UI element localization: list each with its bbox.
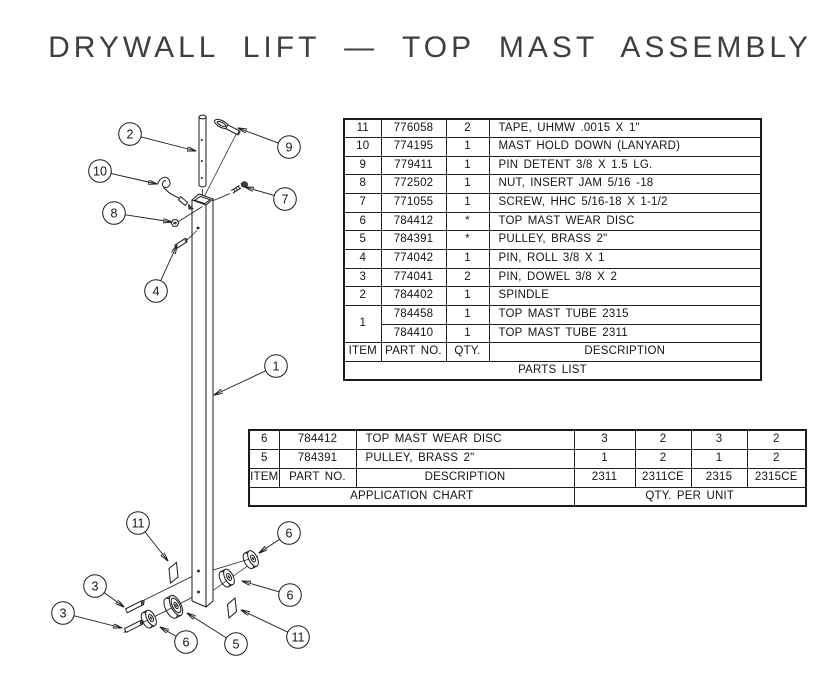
parts-list-table	[343, 118, 762, 381]
cell-part-no: 784412	[381, 212, 446, 231]
cell-item: 5	[249, 449, 279, 468]
cell-item: 5	[344, 231, 381, 250]
application-chart-table	[248, 429, 807, 507]
cell-description: TOP MAST TUBE 2315	[489, 305, 761, 324]
svg-text:8: 8	[110, 206, 118, 221]
cell-description: TAPE, UHMW .0015 X 1"	[489, 119, 761, 138]
roll-pin	[175, 231, 197, 249]
cell-description: PULLEY, BRASS 2"	[356, 449, 574, 468]
cell-qty-2315: 3	[691, 430, 747, 449]
cell-item: 11	[344, 119, 381, 138]
table-header-row	[344, 343, 761, 362]
cell-description: TOP MAST TUBE 2311	[489, 324, 761, 343]
cell-qty: *	[446, 231, 489, 250]
cell-part-no: 774042	[381, 249, 446, 268]
header-item: ITEM	[344, 343, 381, 362]
table-row	[344, 268, 761, 287]
application-chart-title: APPLICATION CHART	[249, 487, 574, 506]
cell-qty-2315: 1	[691, 449, 747, 468]
cell-item: 6	[249, 430, 279, 449]
cell-qty-2311ce: 2	[635, 449, 691, 468]
header-description: DESCRIPTION	[356, 468, 574, 487]
screw-hhc	[214, 181, 249, 201]
cell-qty: 1	[446, 305, 489, 324]
balloon-spindle	[119, 123, 142, 146]
cell-qty: *	[446, 212, 489, 231]
table-footer-row	[344, 361, 761, 380]
drawing-title: DRYWALL LIFT — TOP MAST ASSEMBLY	[48, 31, 812, 64]
spindle	[199, 115, 206, 196]
wear-disc-1	[241, 549, 261, 570]
cell-part-no: 774195	[381, 138, 446, 157]
svg-text:5: 5	[232, 637, 240, 652]
uhmw-tape-right	[228, 598, 237, 618]
table-row	[344, 119, 761, 138]
top-mast-tube	[192, 194, 213, 607]
cell-description: NUT, INSERT JAM 5/16 -18	[489, 175, 761, 194]
cell-item: 7	[344, 194, 381, 213]
cell-part-no: 784458	[381, 305, 446, 324]
table-row	[344, 175, 761, 194]
svg-text:1: 1	[272, 359, 280, 374]
pulley	[161, 593, 185, 620]
balloon-lanyard	[89, 160, 112, 183]
wear-disc-3	[139, 609, 159, 630]
cell-item: 10	[344, 138, 381, 157]
svg-text:11: 11	[131, 516, 145, 531]
cell-description: PULLEY, BRASS 2"	[489, 231, 761, 250]
header-model-2315ce: 2315CE	[747, 468, 806, 487]
balloon-screw	[274, 188, 297, 211]
cell-qty: 1	[446, 156, 489, 175]
table-row	[344, 212, 761, 231]
cell-item: 6	[344, 212, 381, 231]
balloon-pin-detent	[278, 136, 301, 159]
svg-text:6: 6	[182, 635, 190, 650]
cell-part-no: 776058	[381, 119, 446, 138]
svg-text:11: 11	[291, 630, 305, 645]
cell-part-no: 784391	[381, 231, 446, 250]
balloon-disc-bottom	[175, 631, 198, 654]
header-model-2311ce: 2311CE	[635, 468, 691, 487]
lanyard	[158, 177, 195, 210]
table-row	[249, 449, 806, 468]
svg-text:9: 9	[285, 140, 293, 155]
cell-qty: 2	[446, 119, 489, 138]
table-row	[344, 287, 761, 306]
header-part-no: PART NO.	[381, 343, 446, 362]
cell-part-no: 771055	[381, 194, 446, 213]
table-footer-row	[249, 487, 806, 506]
header-model-2311: 2311	[574, 468, 635, 487]
cell-qty-2311ce: 2	[635, 430, 691, 449]
balloon-dowel-lower	[52, 602, 75, 625]
cell-item: 8	[344, 175, 381, 194]
cell-qty: 1	[446, 194, 489, 213]
balloon-tape-left	[127, 512, 150, 535]
cell-qty: 1	[446, 287, 489, 306]
svg-text:6: 6	[285, 526, 293, 541]
cell-qty: 1	[446, 324, 489, 343]
balloon-nut	[103, 202, 126, 225]
svg-text:6: 6	[286, 588, 294, 603]
jam-nut	[171, 207, 202, 227]
cell-qty: 1	[446, 249, 489, 268]
header-item: ITEM	[249, 468, 279, 487]
svg-text:7: 7	[281, 192, 289, 207]
table-header-row	[249, 468, 806, 487]
cell-description: PIN, ROLL 3/8 X 1	[489, 249, 761, 268]
balloon-tape-right	[287, 626, 310, 649]
table-row	[344, 231, 761, 250]
cell-part-no: 784402	[381, 287, 446, 306]
svg-text:3: 3	[59, 606, 67, 621]
cell-qty-2311: 1	[574, 449, 635, 468]
balloon-disc-top-right	[278, 522, 301, 545]
dowel-pin-upper	[126, 600, 145, 612]
header-model-2315: 2315	[691, 468, 747, 487]
header-qty: QTY.	[446, 343, 489, 362]
table-row	[344, 194, 761, 213]
cell-qty-2315ce: 2	[747, 449, 806, 468]
uhmw-tape-left	[169, 563, 178, 584]
balloon-mast-tube	[265, 355, 288, 378]
cell-description: PIN DETENT 3/8 X 1.5 LG.	[489, 156, 761, 175]
cell-part-no: 772502	[381, 175, 446, 194]
cell-item: 4	[344, 249, 381, 268]
cell-description: SPINDLE	[489, 287, 761, 306]
cell-part-no: 779411	[381, 156, 446, 175]
table-row	[344, 249, 761, 268]
svg-text:4: 4	[152, 284, 160, 299]
table-row	[249, 430, 806, 449]
cell-description: TOP MAST WEAR DISC	[489, 212, 761, 231]
pin-detent	[205, 117, 241, 196]
cell-part-no: 784410	[381, 324, 446, 343]
parts-list-title: PARTS LIST	[344, 361, 761, 380]
cell-item: 9	[344, 156, 381, 175]
table-row	[344, 324, 761, 343]
header-description: DESCRIPTION	[489, 343, 761, 362]
cell-part-no: 784412	[279, 430, 356, 449]
cell-qty: 1	[446, 175, 489, 194]
cell-description: TOP MAST WEAR DISC	[356, 430, 574, 449]
cell-part-no: 774041	[381, 268, 446, 287]
balloon-dowel-upper	[84, 575, 107, 598]
table-row	[344, 156, 761, 175]
cell-item: 3	[344, 268, 381, 287]
svg-text:10: 10	[93, 164, 107, 179]
qty-per-unit-title: QTY. PER UNIT	[574, 487, 806, 506]
cell-part-no: 784391	[279, 449, 356, 468]
balloon-disc-mid-right	[279, 584, 302, 607]
svg-text:3: 3	[91, 579, 99, 594]
header-part-no: PART NO.	[279, 468, 356, 487]
cell-qty: 1	[446, 138, 489, 157]
balloon-pulley	[225, 633, 248, 656]
balloon-roll-pin	[145, 280, 168, 303]
cell-qty-2315ce: 2	[747, 430, 806, 449]
svg-text:2: 2	[126, 127, 134, 142]
assembly-axis-lines	[124, 557, 259, 633]
cell-qty: 2	[446, 268, 489, 287]
table-row	[344, 305, 761, 324]
cell-description: PIN, DOWEL 3/8 X 2	[489, 268, 761, 287]
cell-qty-2311: 3	[574, 430, 635, 449]
cell-item: 2	[344, 287, 381, 306]
cell-item: 1	[344, 305, 381, 342]
dowel-pin-lower	[125, 620, 144, 632]
cell-description: SCREW, HHC 5/16-18 X 1-1/2	[489, 194, 761, 213]
table-row	[344, 138, 761, 157]
cell-description: MAST HOLD DOWN (LANYARD)	[489, 138, 761, 157]
